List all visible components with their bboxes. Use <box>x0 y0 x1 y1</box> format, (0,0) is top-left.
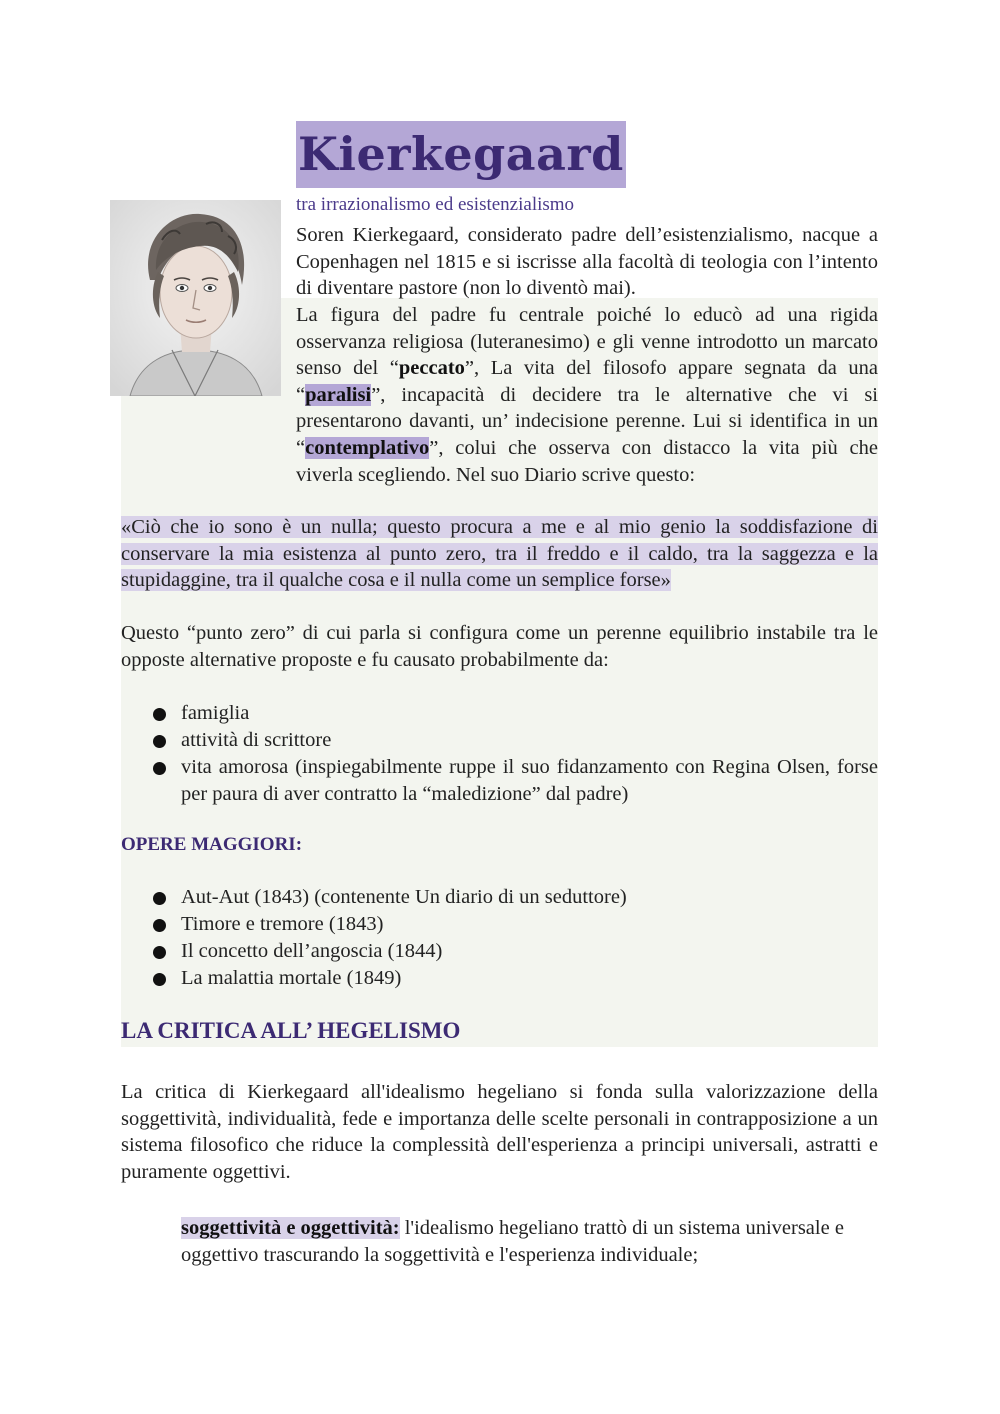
keyword-peccato: peccato <box>398 357 465 380</box>
soggettivita-label: soggettività e oggettività: <box>181 1217 400 1239</box>
list-item: Aut-Aut (1843) (contenente Un diario di un seduttore) <box>150 884 878 911</box>
list-item: Timore e tremore (1843) <box>150 911 878 938</box>
bullet-icon <box>153 708 166 721</box>
diary-quote: «Ciò che io sono è un nulla; questo procura a me e al mio genio la soddisfazione di conservare la mia esistenza al punto zero, tra il freddo e il caldo, tra la saggezza e la stupidaggine, tra il qualche cosa e il nulla come un semplice forse» <box>121 516 878 592</box>
section-heading-critica: LA CRITICA ALL’ HEGELISMO <box>121 1018 461 1043</box>
punto-zero-paragraph: Questo “punto zero” di cui parla si configura come un perenne equilibrio instabile tra le opposte alternative proposte e fu causato probabilmente da: <box>121 622 878 671</box>
list-item: famiglia <box>150 700 878 727</box>
intro-paragraph-2: La figura del padre fu centrale poiché lo educò ad una rigida osservanza religiosa (luteranesimo) e gli venne introdotto un marcato senso del “peccato”, La vita del filosofo appare segnata da una “paralisi”, incapacità di decidere tra le alternative che vi si presentarono davanti, un’ indecisione perenne. Lui si identifica in un “contemplativo”, colui che osserva con distacco la vita più che viverla scegliendo. Nel suo Diario scrive questo: <box>296 304 878 486</box>
bullet-icon <box>153 919 166 932</box>
list-item: attività di scrittore <box>150 727 878 754</box>
bullet-icon <box>153 892 166 905</box>
bullet-icon <box>153 946 166 959</box>
keyword-contemplativo: contemplativo <box>305 436 430 459</box>
list-item: Il concetto dell’angoscia (1844) <box>150 938 878 965</box>
title-highlight <box>296 121 626 188</box>
causes-list <box>150 700 878 808</box>
opere-heading: OPERE MAGGIORI: <box>121 834 303 855</box>
opere-list <box>150 884 878 992</box>
page-title: Kierkegaard <box>298 127 624 181</box>
soggettivita-paragraph: soggettività e oggettività: l'idealismo hegeliano trattò di un sistema universale e oggettivo trascurando la soggettività e l'esperienza individuale; <box>181 1217 844 1266</box>
keyword-paralisi: paralisi <box>305 383 372 406</box>
page-subtitle: tra irrazionalismo ed esistenzialismo <box>296 194 575 215</box>
list-item: La malattia mortale (1849) <box>150 965 878 992</box>
critica-paragraph: La critica di Kierkegaard all'idealismo hegeliano si fonda sulla valorizzazione della soggettività, individualità, fede e importanza delle scelte personali in contrapposizione a un sistema filosofico che riduce la complessità dell'esperienza a principi universali, astratti e puramente oggettivi. <box>121 1081 878 1183</box>
bullet-icon <box>153 735 166 748</box>
list-item: vita amorosa (inspiegabilmente ruppe il suo fidanzamento con Regina Olsen, forse per paura di aver contratto la “maledizione” dal padre) <box>150 754 878 808</box>
intro-paragraph-1: Soren Kierkegaard, considerato padre dell’esistenzialismo, nacque a Copenhagen nel 1815 e si iscrisse alla facoltà di teologia con l’intento di diventare pastore (non lo diventò mai). <box>296 224 878 300</box>
bullet-icon <box>153 762 166 775</box>
bullet-icon <box>153 973 166 986</box>
